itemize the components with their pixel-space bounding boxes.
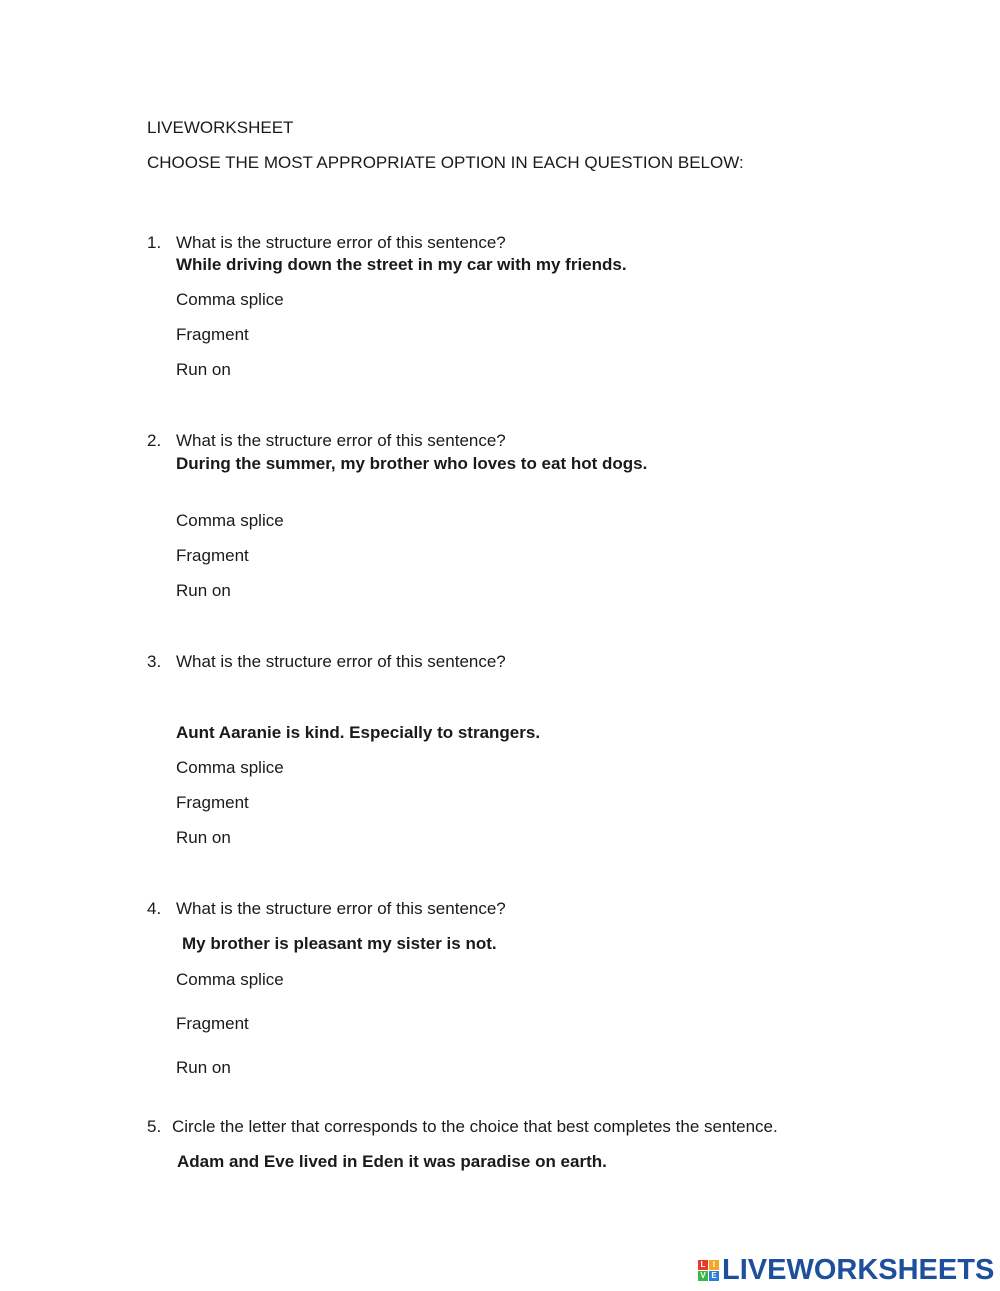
question-number: 3. — [147, 652, 162, 671]
question-prompt: Circle the letter that corresponds to the choice that best completes the sentence. — [172, 1117, 778, 1136]
option-run-on[interactable]: Run on — [176, 828, 231, 847]
question-prompt: What is the structure error of this sentence? — [176, 899, 506, 918]
worksheet-instruction: CHOOSE THE MOST APPROPRIATE OPTION IN EACH QUESTION BELOW: — [147, 153, 744, 172]
question-number: 2. — [147, 431, 162, 450]
option-fragment[interactable]: Fragment — [176, 546, 249, 565]
liveworksheets-logo — [698, 1254, 994, 1286]
logo-cube-icon — [698, 1260, 719, 1281]
logo-text: LIVEWORKSHEETS — [722, 1254, 995, 1286]
option-run-on[interactable]: Run on — [176, 360, 231, 379]
option-comma-splice[interactable]: Comma splice — [176, 290, 284, 309]
question-sentence: While driving down the street in my car with my friends. — [176, 255, 627, 274]
question-number: 4. — [147, 899, 162, 918]
option-fragment[interactable]: Fragment — [176, 1014, 249, 1033]
option-comma-splice[interactable]: Comma splice — [176, 758, 284, 777]
question-prompt: What is the structure error of this sentence? — [176, 652, 506, 671]
question-sentence: During the summer, my brother who loves to eat hot dogs. — [176, 454, 648, 473]
logo-cube-letter: V — [698, 1271, 708, 1281]
question-number: 1. — [147, 233, 162, 252]
question-sentence: Aunt Aaranie is kind. Especially to strangers. — [176, 723, 541, 742]
worksheet-title: LIVEWORKSHEET — [147, 118, 294, 137]
option-fragment[interactable]: Fragment — [176, 325, 249, 344]
logo-cube-letter: L — [698, 1260, 708, 1270]
option-fragment[interactable]: Fragment — [176, 793, 249, 812]
option-run-on[interactable]: Run on — [176, 581, 231, 600]
logo-cube-letter: I — [709, 1260, 719, 1270]
question-sentence: Adam and Eve lived in Eden it was paradise on earth. — [177, 1152, 607, 1171]
option-run-on[interactable]: Run on — [176, 1058, 231, 1077]
logo-cube-letter: E — [709, 1271, 719, 1281]
question-number: 5. — [147, 1117, 162, 1136]
option-comma-splice[interactable]: Comma splice — [176, 970, 284, 989]
question-prompt: What is the structure error of this sentence? — [176, 233, 506, 252]
question-sentence: My brother is pleasant my sister is not. — [182, 934, 497, 953]
question-prompt: What is the structure error of this sentence? — [176, 431, 506, 450]
option-comma-splice[interactable]: Comma splice — [176, 511, 284, 530]
